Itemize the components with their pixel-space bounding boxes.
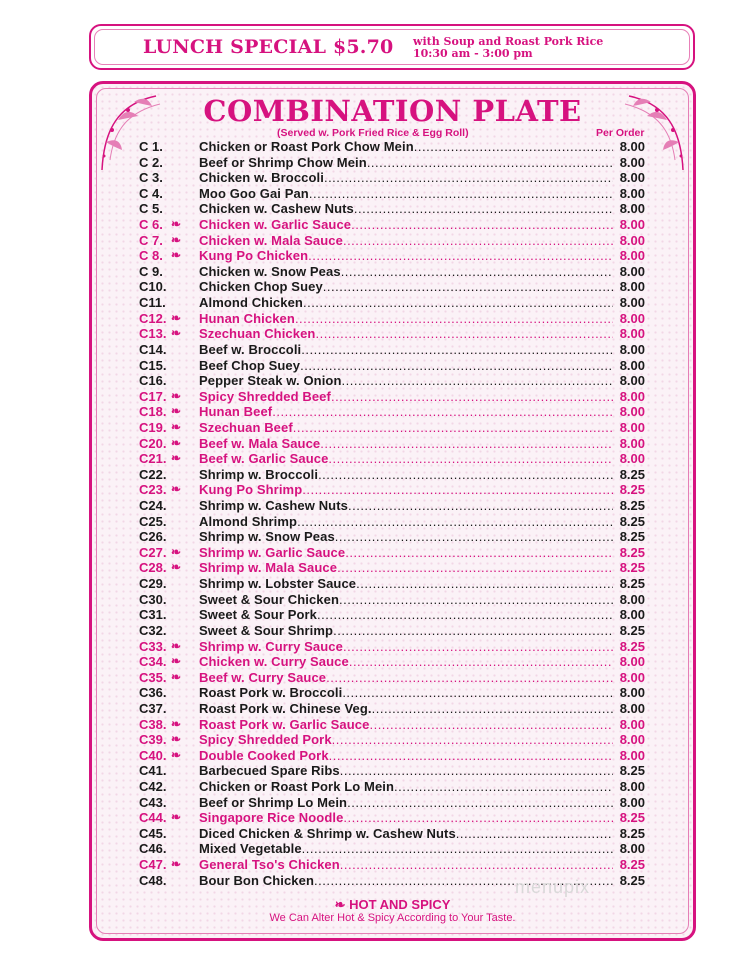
menu-item-price: 8.00 xyxy=(619,357,645,373)
menu-item-code: C13. xyxy=(139,326,167,342)
hot-spicy-icon: ❧ xyxy=(171,716,182,731)
menu-item-code: C26. xyxy=(139,529,167,545)
menu-item-price: 8.00 xyxy=(619,451,645,467)
menu-item-name: Hunan Chicken ..... xyxy=(199,311,613,326)
hot-spicy-icon: ❧ xyxy=(171,419,182,434)
menu-item-name: Beef w. Curry Sauce ..... xyxy=(199,670,613,685)
menu-item-code: C48. xyxy=(139,872,167,888)
menu-item-name: Sweet & Sour Shrimp ..... xyxy=(199,623,613,638)
menu-item xyxy=(139,279,645,295)
menu-item-name: Shrimp w. Lobster Sauce ..... xyxy=(199,576,613,591)
menu-item-code: C 4. xyxy=(139,185,163,201)
price-column-header: Per Order xyxy=(596,127,645,139)
menu-item xyxy=(139,170,645,186)
menu-title: COMBINATION PLATE xyxy=(203,94,582,128)
menu-item-code: C29. xyxy=(139,576,167,592)
menu-item-price: 8.00 xyxy=(619,841,645,857)
hot-spicy-icon: ❧ xyxy=(171,310,182,325)
menu-item-price: 8.25 xyxy=(619,560,645,576)
menu-item-price: 8.00 xyxy=(619,373,645,389)
menu-item-price: 8.25 xyxy=(619,622,645,638)
menu-item xyxy=(139,326,645,342)
menu-item-code: C 8. xyxy=(139,248,163,264)
menu-item-price: 8.00 xyxy=(619,217,645,233)
menu-item-name: Chicken or Roast Pork Chow Mein ..... xyxy=(199,139,613,154)
menu-item-price: 8.00 xyxy=(619,310,645,326)
menu-item-code: C32. xyxy=(139,622,167,638)
menu-item-name: Sweet & Sour Pork ..... xyxy=(199,607,613,622)
menu-item-name: Barbecued Spare Ribs ..... xyxy=(199,763,613,778)
menu-item-code: C10. xyxy=(139,279,167,295)
menu-item xyxy=(139,779,645,795)
menu-item-code: C37. xyxy=(139,700,167,716)
menu-item xyxy=(139,451,645,467)
menu-item-name: Diced Chicken & Shrimp w. Cashew Nuts ..... xyxy=(199,826,613,841)
menu-item-name: Moo Goo Gai Pan ..... xyxy=(199,186,613,201)
menu-item-price: 8.00 xyxy=(619,669,645,685)
menu-item xyxy=(139,685,645,701)
menu-item-name: Chicken or Roast Pork Lo Mein ..... xyxy=(199,779,613,794)
menu-item-price: 8.00 xyxy=(619,326,645,342)
menu-item-code: C23. xyxy=(139,482,167,498)
menu-item-name: Beef w. Mala Sauce ..... xyxy=(199,436,613,451)
menu-item xyxy=(139,248,645,264)
menu-item-name: Roast Pork w. Garlic Sauce ..... xyxy=(199,717,613,732)
menu-item-price: 8.00 xyxy=(619,185,645,201)
menu-item xyxy=(139,389,645,405)
menu-item-name: Hunan Beef ..... xyxy=(199,404,613,419)
menu-item xyxy=(139,233,645,249)
menu-item-name: Almond Shrimp ..... xyxy=(199,514,613,529)
hot-spicy-icon: ❧ xyxy=(171,560,182,575)
menu-item-price: 8.00 xyxy=(619,263,645,279)
menu-item-name: Chicken w. Broccoli ..... xyxy=(199,170,613,185)
menu-item-name: Double Cooked Pork ..... xyxy=(199,748,613,763)
menu-item xyxy=(139,373,645,389)
menu-item-name: General Tso's Chicken ..... xyxy=(199,857,613,872)
menu-item-code: C14. xyxy=(139,341,167,357)
menu-item xyxy=(139,498,645,514)
menu-item-code: C 5. xyxy=(139,201,163,217)
menu-item-price: 8.25 xyxy=(619,482,645,498)
menu-item-price: 8.25 xyxy=(619,872,645,888)
hot-spicy-icon: ❧ xyxy=(171,810,182,825)
menu-item-price: 8.25 xyxy=(619,576,645,592)
menu-item-price: 8.25 xyxy=(619,544,645,560)
menu-item-price: 8.00 xyxy=(619,654,645,670)
menu-item xyxy=(139,514,645,530)
menu-item-name: Kung Po Shrimp ..... xyxy=(199,482,613,497)
menu-item xyxy=(139,826,645,842)
watermark: menupix xyxy=(515,877,591,897)
menu-item-price: 8.25 xyxy=(619,529,645,545)
menu-item xyxy=(139,654,645,670)
menu-item-name: Bour Bon Chicken ..... xyxy=(199,873,613,888)
menu-item-price: 8.25 xyxy=(619,466,645,482)
menu-item-code: C 1. xyxy=(139,139,163,154)
menu-item xyxy=(139,529,645,545)
menu-item-code: C 2. xyxy=(139,154,163,170)
menu-item-price: 8.25 xyxy=(619,498,645,514)
menu-item-name: Kung Po Chicken ..... xyxy=(199,248,613,263)
menu-item xyxy=(139,639,645,655)
hot-spicy-icon: ❧ xyxy=(171,732,182,747)
hot-spicy-icon: ❧ xyxy=(171,857,182,872)
menu-item-code: C11. xyxy=(139,295,166,311)
menu-item-code: C39. xyxy=(139,732,167,748)
menu-item xyxy=(139,857,645,873)
menu-item-price: 8.00 xyxy=(619,607,645,623)
menu-item-price: 8.00 xyxy=(619,248,645,264)
menu-item-price: 8.00 xyxy=(619,279,645,295)
menu-item-name: Shrimp w. Curry Sauce ..... xyxy=(199,639,613,654)
menu-item-price: 8.00 xyxy=(619,685,645,701)
menu-item-code: C24. xyxy=(139,498,167,514)
menu-item xyxy=(139,139,645,155)
menu-item xyxy=(139,217,645,233)
menu-item-name: Beef or Shrimp Chow Mein ..... xyxy=(199,155,613,170)
menu-item xyxy=(139,420,645,436)
menu-item-code: C36. xyxy=(139,685,167,701)
menu-item-price: 8.00 xyxy=(619,341,645,357)
menu-item xyxy=(139,467,645,483)
menu-item-name: Chicken w. Cashew Nuts ..... xyxy=(199,201,613,216)
menu-item-code: C12. xyxy=(139,310,167,326)
menu-item xyxy=(139,436,645,452)
menu-item xyxy=(139,795,645,811)
menu-item-code: C17. xyxy=(139,388,167,404)
menu-item xyxy=(139,670,645,686)
menu-item-price: 8.00 xyxy=(619,591,645,607)
menu-item xyxy=(139,201,645,217)
menu-item-code: C45. xyxy=(139,825,167,841)
menu-item-name: Shrimp w. Cashew Nuts ..... xyxy=(199,498,613,513)
menu-item-name: Szechuan Chicken ..... xyxy=(199,326,613,341)
menu-item-code: C 7. xyxy=(139,232,163,248)
menu-item-code: C33. xyxy=(139,638,167,654)
menu-item-code: C30. xyxy=(139,591,167,607)
lunch-special-detail xyxy=(413,36,603,60)
menu-item-code: C 3. xyxy=(139,170,163,186)
menu-item xyxy=(139,404,645,420)
menu-item-code: C16. xyxy=(139,373,167,389)
hot-spicy-icon: ❧ xyxy=(171,654,182,669)
menu-item-code: C28. xyxy=(139,560,167,576)
hot-spicy-icon: ❧ xyxy=(171,638,182,653)
menu-item-price: 8.00 xyxy=(619,435,645,451)
menu-item-price: 8.00 xyxy=(619,170,645,186)
menu-item-list xyxy=(139,139,645,888)
menu-item xyxy=(139,607,645,623)
menu-item-code: C20. xyxy=(139,435,167,451)
menu-item-name: Singapore Rice Noodle ..... xyxy=(199,810,613,825)
menu-item-name: Spicy Shredded Beef ..... xyxy=(199,389,613,404)
menu-item xyxy=(139,311,645,327)
lunch-special-banner xyxy=(89,24,695,70)
menu-item-name: Almond Chicken ..... xyxy=(199,295,613,310)
menu-item-price: 8.25 xyxy=(619,825,645,841)
menu-item xyxy=(139,264,645,280)
menu-item xyxy=(139,186,645,202)
menu-item-price: 8.00 xyxy=(619,139,645,154)
menu-item xyxy=(139,592,645,608)
hot-spicy-icon: ❧ xyxy=(171,404,182,419)
hot-spicy-icon: ❧ xyxy=(171,435,182,450)
lunch-special-detail-line1: with Soup and Roast Pork Rice xyxy=(413,35,604,48)
menu-item xyxy=(139,763,645,779)
menu-item xyxy=(139,560,645,576)
menu-item-code: C38. xyxy=(139,716,167,732)
menu-item-code: C42. xyxy=(139,778,167,794)
menu-item-price: 8.00 xyxy=(619,747,645,763)
menu-item-price: 8.00 xyxy=(619,778,645,794)
menu-item-name: Chicken Chop Suey ..... xyxy=(199,279,613,294)
hot-spicy-legend: ❧ HOT AND SPICY xyxy=(334,897,451,912)
menu-item-price: 8.00 xyxy=(619,404,645,420)
menu-item-name: Roast Pork w. Chinese Veg. ..... xyxy=(199,701,613,716)
menu-item-name: Spicy Shredded Pork ..... xyxy=(199,732,613,747)
menu-item-name: Roast Pork w. Broccoli ..... xyxy=(199,685,613,700)
menu-item-price: 8.25 xyxy=(619,513,645,529)
menu-item-code: C15. xyxy=(139,357,167,373)
menu-item-code: C43. xyxy=(139,794,167,810)
hot-spicy-icon: ❧ xyxy=(171,326,182,341)
menu-item-code: C41. xyxy=(139,763,167,779)
menu-item-price: 8.00 xyxy=(619,732,645,748)
menu-item-code: C31. xyxy=(139,607,167,623)
menu-item xyxy=(139,717,645,733)
menu-item-name: Beef or Shrimp Lo Mein ..... xyxy=(199,795,613,810)
menu-item xyxy=(139,810,645,826)
menu-item-price: 8.00 xyxy=(619,232,645,248)
menu-item-code: C 9. xyxy=(139,263,163,279)
menu-subtitle: (Served w. Pork Fried Rice & Egg Roll) xyxy=(277,127,469,139)
menu-item-code: C44. xyxy=(139,810,167,826)
menu-item xyxy=(139,701,645,717)
hot-spicy-note: We Can Alter Hot & Spicy According to Your Taste. xyxy=(269,912,516,924)
menu-item-code: C 6. xyxy=(139,217,163,233)
menu-item-price: 8.00 xyxy=(619,700,645,716)
menu-item-code: C46. xyxy=(139,841,167,857)
menu-item-price: 8.00 xyxy=(619,201,645,217)
menu-item-name: Chicken w. Garlic Sauce ..... xyxy=(199,217,613,232)
menu-item-code: C25. xyxy=(139,513,167,529)
menu-item-name: Sweet & Sour Chicken ..... xyxy=(199,592,613,607)
menu-item xyxy=(139,482,645,498)
menu-item xyxy=(139,358,645,374)
menu-item-name: Shrimp w. Broccoli ..... xyxy=(199,467,613,482)
menu-item-name: Shrimp w. Snow Peas ..... xyxy=(199,529,613,544)
menu-item-name: Szechuan Beef ..... xyxy=(199,420,613,435)
menu-item-code: C27. xyxy=(139,544,167,560)
hot-spicy-icon: ❧ xyxy=(171,544,182,559)
hot-spicy-icon: ❧ xyxy=(171,747,182,762)
menu-item xyxy=(139,748,645,764)
menu-item xyxy=(139,623,645,639)
menu-item-code: C18. xyxy=(139,404,167,420)
hot-spicy-icon: ❧ xyxy=(171,217,182,232)
lunch-special-title: LUNCH SPECIAL $5.70 xyxy=(143,36,394,58)
hot-spicy-icon: ❧ xyxy=(171,232,182,247)
menu-item-code: C47. xyxy=(139,857,167,873)
menu-item-name: Chicken w. Mala Sauce ..... xyxy=(199,233,613,248)
menu-item-code: C35. xyxy=(139,669,167,685)
menu-item-code: C21. xyxy=(139,451,167,467)
menu-item-price: 8.00 xyxy=(619,419,645,435)
menu-item-name: Beef Chop Suey ..... xyxy=(199,358,613,373)
hot-spicy-icon: ❧ xyxy=(171,669,182,684)
hot-spicy-icon: ❧ xyxy=(171,248,182,263)
menu-item-code: C19. xyxy=(139,419,167,435)
menu-item xyxy=(139,155,645,171)
menu-item-price: 8.00 xyxy=(619,388,645,404)
hot-spicy-icon: ❧ xyxy=(171,482,182,497)
menu-item xyxy=(139,732,645,748)
menu-item-price: 8.25 xyxy=(619,763,645,779)
menu-item-code: C34. xyxy=(139,654,167,670)
lunch-special-hours: 10:30 am - 3:00 pm xyxy=(413,47,533,60)
menu-item-name: Beef w. Garlic Sauce ..... xyxy=(199,451,613,466)
menu-item xyxy=(139,576,645,592)
menu-item-price: 8.00 xyxy=(619,794,645,810)
menu-item-name: Chicken w. Snow Peas ..... xyxy=(199,264,613,279)
menu-item-price: 8.00 xyxy=(619,716,645,732)
menu-item-code: C40. xyxy=(139,747,167,763)
menu-item xyxy=(139,545,645,561)
menu-item-price: 8.00 xyxy=(619,154,645,170)
menu-item xyxy=(139,342,645,358)
menu-item-code: C22. xyxy=(139,466,167,482)
menu-item-price: 8.25 xyxy=(619,638,645,654)
menu-item-name: Shrimp w. Garlic Sauce ..... xyxy=(199,545,613,560)
menu-item-name: Mixed Vegetable ..... xyxy=(199,841,613,856)
menu-item-name: Beef w. Broccoli ..... xyxy=(199,342,613,357)
menu-item-price: 8.25 xyxy=(619,810,645,826)
hot-spicy-icon: ❧ xyxy=(171,451,182,466)
menu-item-name: Chicken w. Curry Sauce ..... xyxy=(199,654,613,669)
hot-spicy-icon: ❧ xyxy=(171,388,182,403)
menu-item-name: Shrimp w. Mala Sauce ..... xyxy=(199,560,613,575)
menu-item-price: 8.25 xyxy=(619,857,645,873)
menu-item-name: Pepper Steak w. Onion ..... xyxy=(199,373,613,388)
menu-item xyxy=(139,295,645,311)
menu-item xyxy=(139,841,645,857)
menu-item-price: 8.00 xyxy=(619,295,645,311)
